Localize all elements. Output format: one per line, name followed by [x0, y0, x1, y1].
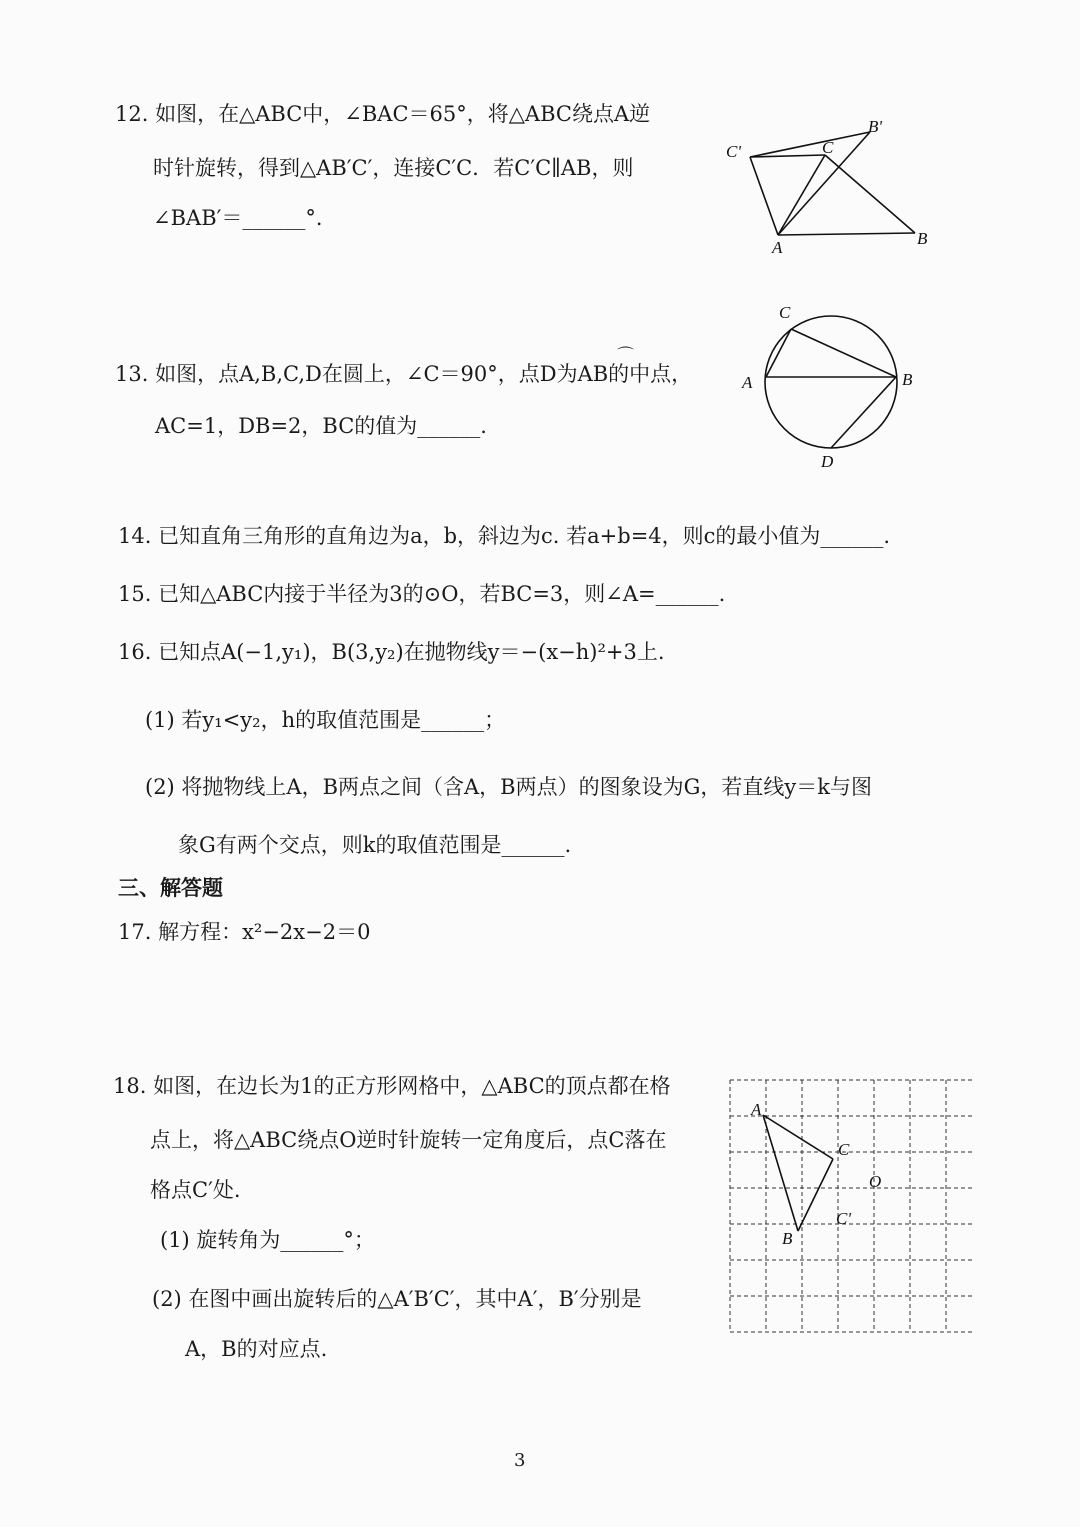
q18-part2a: (2) 在图中画出旋转后的△A′B′C′，其中A′，B′分别是: [152, 1287, 642, 1311]
q18-label-b: B: [782, 1229, 793, 1248]
q18-grid-figure: [725, 1075, 975, 1345]
q18-label-c: C: [838, 1140, 850, 1159]
q16-stem: 16. 已知点A(−1,y₁)，B(3,y₂)在抛物线y＝−(x−h)²+3上.: [118, 640, 665, 664]
q12-seg-cprime-a: [750, 157, 778, 235]
q14-text: 14. 已知直角三角形的直角边为a，b，斜边为c. 若a+b=4，则c的最小值为______.: [118, 524, 891, 548]
section-title: 三、解答题: [118, 875, 223, 900]
q16-part2b: 象G有两个交点，则k的取值范围是______.: [178, 833, 572, 857]
q13-label-a: A: [742, 373, 753, 392]
q13-label-b: B: [902, 370, 913, 389]
page-number: 3: [514, 1450, 526, 1471]
q18-label-o: O: [869, 1172, 882, 1191]
q18-label-cprime: C': [836, 1209, 851, 1228]
q16-part2a: (2) 将抛物线上A，B两点之间（含A，B两点）的图象设为G，若直线y＝k与图: [145, 775, 872, 799]
q13-label-c: C: [779, 303, 791, 322]
q12-label-b: B: [917, 229, 928, 248]
q16-part1: (1) 若y₁<y₂，h的取值范围是______；: [145, 708, 506, 732]
q13-circle: [765, 316, 897, 448]
q13-arc-mark: ⌒: [617, 346, 634, 366]
q12-label-cprime: C': [726, 142, 741, 161]
q13-label-d: D: [821, 452, 834, 471]
q12-label-c: C: [822, 138, 834, 157]
q18-line2: 点上，将△ABC绕点O逆时针旋转一定角度后，点C落在: [150, 1128, 667, 1152]
q18-line1: 18. 如图，在边长为1的正方形网格中，△ABC的顶点都在格: [113, 1074, 671, 1098]
q12-label-a: A: [772, 238, 783, 257]
q12-line1: 12. 如图，在△ABC中，∠BAC＝65°，将△ABC绕点A逆: [115, 102, 651, 126]
q18-seg-a-b: [763, 1115, 798, 1231]
q12-line2: 时针旋转，得到△AB′C′，连接C′C．若C′C∥AB，则: [153, 156, 634, 180]
q13-seg-a-c: [766, 329, 791, 377]
q15-text: 15. 已知△ABC内接于半径为3的⊙O，若BC=3，则∠A=______.: [118, 582, 726, 606]
q12-seg-a-b: [778, 233, 915, 235]
q13-seg-b-d: [831, 377, 896, 448]
q18-part1: (1) 旋转角为______°；: [160, 1228, 375, 1252]
q18-part2b: A，B的对应点.: [185, 1337, 328, 1361]
q12-seg-c-b: [825, 155, 915, 233]
q18-line3: 格点C′处.: [150, 1178, 241, 1202]
q17-text: 17. 解方程：x²−2x−2＝0: [118, 920, 371, 944]
q13-seg-c-b: [791, 329, 896, 377]
q18-seg-c-b: [798, 1159, 833, 1231]
q13-line2: AC=1，DB=2，BC的值为______.: [155, 414, 487, 438]
q13-figure: [735, 295, 935, 475]
q13-line1: 13. 如图，点A,B,C,D在圆上，∠C＝90°，点D为AB的中点，: [115, 362, 693, 386]
q18-label-a: A: [751, 1100, 762, 1119]
q12-line3: ∠BAB′＝______°．: [153, 206, 337, 230]
q12-seg-a-c: [778, 155, 825, 235]
q12-figure: [720, 115, 950, 260]
q12-label-bprime: B': [868, 117, 883, 136]
